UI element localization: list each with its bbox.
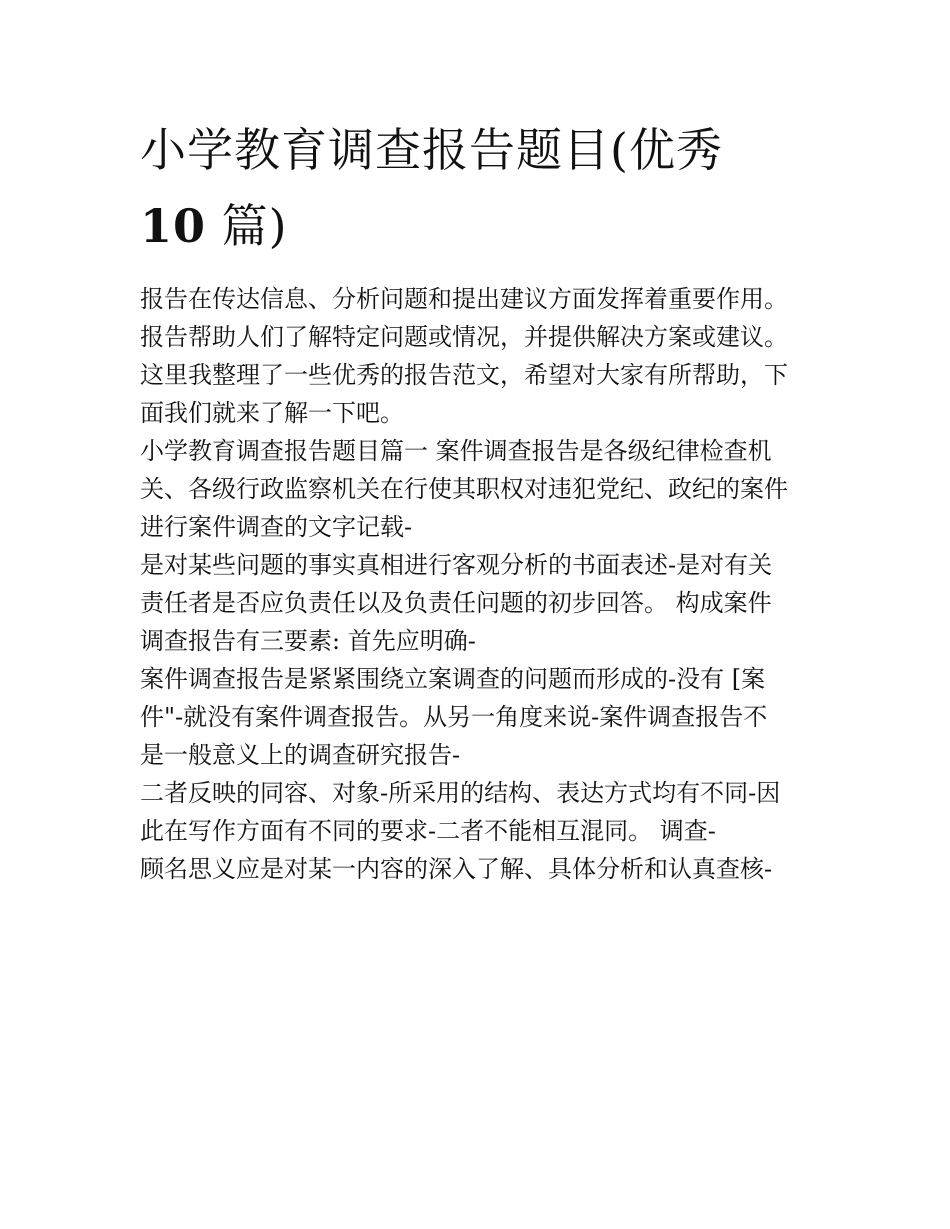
paragraph-investigation (140, 850, 850, 888)
text-line: 是对某些问题的事实真相进行客观分析的书面表述-是对有关 (140, 551, 773, 579)
text-line: 报告帮助人们了解特定问题或情况，并提供解决方案或建议。 (140, 323, 788, 351)
paragraph-definition (140, 546, 850, 660)
text-line: 报告在传达信息、分析问题和提出建议方面发挥着重要作用。 (140, 285, 788, 313)
text-line: 二者反映的同容、对象-所采用的结构、表达方式均有不同-因 (140, 779, 781, 807)
text-line: 是一般意义上的调查研究报告- (140, 741, 461, 769)
document-body (140, 280, 850, 888)
paragraph-scope (140, 660, 850, 774)
text-line: 面我们就来了解一下吧。 (140, 399, 404, 427)
text-line: 这里我整理了一些优秀的报告范文，希望对大家有所帮助，下 (140, 361, 788, 389)
text-line: 件"-就没有案件调查报告。从另一角度来说-案件调查报告不 (140, 703, 768, 731)
title-number: 10 (140, 199, 207, 253)
text-line: 责任者是否应负责任以及负责任问题的初步回答。 构成案件 (140, 589, 772, 617)
text-line: 此在写作方面有不同的要求-二者不能相互混同。 调查- (140, 817, 716, 845)
paragraph-difference (140, 774, 850, 850)
text-line: 进行案件调查的文字记载- (140, 513, 413, 541)
paragraph-intro (140, 280, 850, 432)
title-suffix: 篇) (206, 199, 288, 253)
text-line: 关、各级行政监察机关在行使其职权对违犯党纪、政纪的案件 (140, 475, 788, 503)
title-line-2 (140, 188, 850, 264)
paragraph-section-one (140, 432, 850, 546)
text-line: 顾名思义应是对某一内容的深入了解、具体分析和认真查核- (140, 855, 773, 883)
title-line-1: 小学教育调查报告题目(优秀 (140, 123, 723, 177)
text-line: 小学教育调查报告题目篇一 案件调查报告是各级纪律检查机 (140, 437, 772, 465)
text-line: 调查报告有三要素: 首先应明确- (140, 627, 476, 655)
text-line: 案件调查报告是紧紧围绕立案调查的问题而形成的-没有 [案 (140, 665, 766, 693)
document-title (140, 112, 850, 264)
